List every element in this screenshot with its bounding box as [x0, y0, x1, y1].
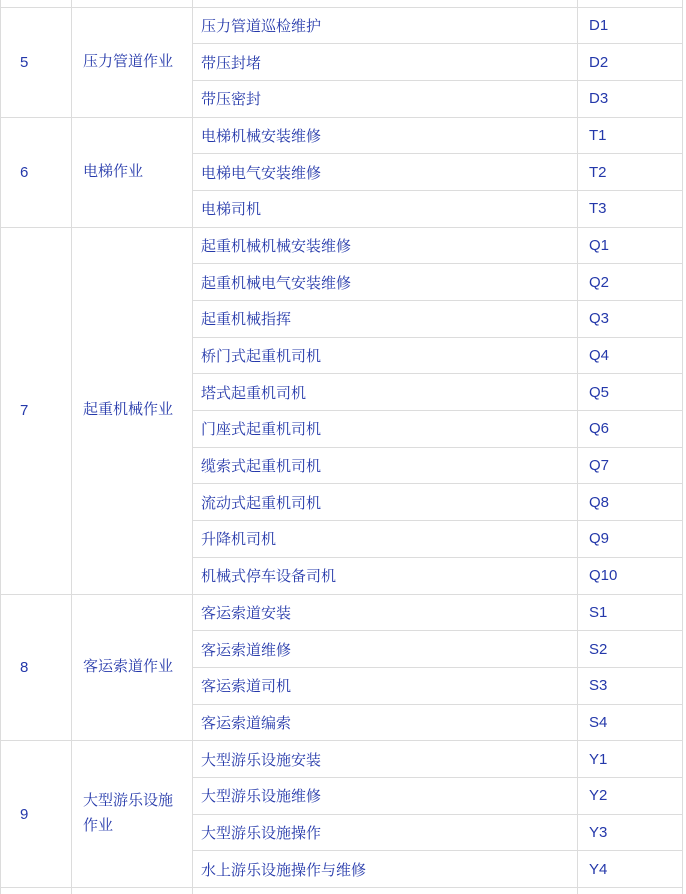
- task-name-cell: 大型游乐设施维修: [193, 777, 578, 814]
- task-code-cell: S1: [578, 594, 683, 631]
- task-code-cell: D1: [578, 7, 683, 44]
- task-code-cell: Q5: [578, 374, 683, 411]
- task-name-cell: 客运索道维修: [193, 631, 578, 668]
- category-cell: 压力管道作业: [72, 7, 193, 117]
- task-name-cell: 电梯机械安装维修: [193, 117, 578, 154]
- task-name-cell: 水上游乐设施操作与维修: [193, 851, 578, 888]
- task-name-cell: 客运索道编索: [193, 704, 578, 741]
- task-name-cell: 缆索式起重机司机: [193, 447, 578, 484]
- task-code-cell: Q6: [578, 411, 683, 448]
- task-code-cell: Y1: [578, 741, 683, 778]
- partial-row-top: [1, 0, 683, 7]
- task-code-cell: Q1: [578, 227, 683, 264]
- task-name-cell: 压力管道巡检维护: [193, 7, 578, 44]
- table-row: [1, 594, 683, 631]
- task-name-cell: 起重机械指挥: [193, 301, 578, 338]
- task-code-cell: Q2: [578, 264, 683, 301]
- table-row: [1, 741, 683, 778]
- task-name-cell: 带压封堵: [193, 44, 578, 81]
- table-row: [1, 7, 683, 44]
- task-code-cell: D3: [578, 80, 683, 117]
- task-name-cell: 大型游乐设施操作: [193, 814, 578, 851]
- task-name-cell: 大型游乐设施安装: [193, 741, 578, 778]
- task-code-cell: Q8: [578, 484, 683, 521]
- task-code-cell: S2: [578, 631, 683, 668]
- empty-cell: [1, 888, 72, 894]
- task-code-cell: T1: [578, 117, 683, 154]
- task-name-cell: 升降机司机: [193, 521, 578, 558]
- serial-number-cell: 7: [1, 227, 72, 594]
- empty-cell: [193, 888, 578, 894]
- task-code-cell: Q4: [578, 337, 683, 374]
- empty-cell: [578, 0, 683, 7]
- task-code-cell: Y4: [578, 851, 683, 888]
- task-name-cell: 起重机械电气安装维修: [193, 264, 578, 301]
- table-row: [1, 117, 683, 154]
- category-cell: 客运索道作业: [72, 594, 193, 741]
- empty-cell: [72, 0, 193, 7]
- task-code-cell: S3: [578, 667, 683, 704]
- serial-number-cell: 5: [1, 7, 72, 117]
- task-name-cell: 客运索道司机: [193, 667, 578, 704]
- category-cell: 起重机械作业: [72, 227, 193, 594]
- task-code-cell: T3: [578, 190, 683, 227]
- task-code-cell: Q7: [578, 447, 683, 484]
- task-code-cell: S4: [578, 704, 683, 741]
- task-name-cell: 流动式起重机司机: [193, 484, 578, 521]
- category-cell: 大型游乐设施作业: [72, 741, 193, 888]
- task-code-cell: D2: [578, 44, 683, 81]
- task-name-cell: 塔式起重机司机: [193, 374, 578, 411]
- task-code-cell: Q3: [578, 301, 683, 338]
- empty-cell: [193, 0, 578, 7]
- partial-row-bottom: [1, 888, 683, 894]
- task-name-cell: 电梯电气安装维修: [193, 154, 578, 191]
- empty-cell: [578, 888, 683, 894]
- category-cell: 电梯作业: [72, 117, 193, 227]
- task-code-cell: Q10: [578, 557, 683, 594]
- task-name-cell: 客运索道安装: [193, 594, 578, 631]
- task-name-cell: 电梯司机: [193, 190, 578, 227]
- task-name-cell: 起重机械机械安装维修: [193, 227, 578, 264]
- empty-cell: [72, 888, 193, 894]
- task-code-cell: Y2: [578, 777, 683, 814]
- table-row: [1, 227, 683, 264]
- table-body: [1, 0, 683, 894]
- task-name-cell: 门座式起重机司机: [193, 411, 578, 448]
- serial-number-cell: 6: [1, 117, 72, 227]
- task-name-cell: 桥门式起重机司机: [193, 337, 578, 374]
- task-code-cell: T2: [578, 154, 683, 191]
- task-code-cell: Q9: [578, 521, 683, 558]
- serial-number-cell: 9: [1, 741, 72, 888]
- task-name-cell: 机械式停车设备司机: [193, 557, 578, 594]
- empty-cell: [1, 0, 72, 7]
- task-name-cell: 带压密封: [193, 80, 578, 117]
- task-code-cell: Y3: [578, 814, 683, 851]
- serial-number-cell: 8: [1, 594, 72, 741]
